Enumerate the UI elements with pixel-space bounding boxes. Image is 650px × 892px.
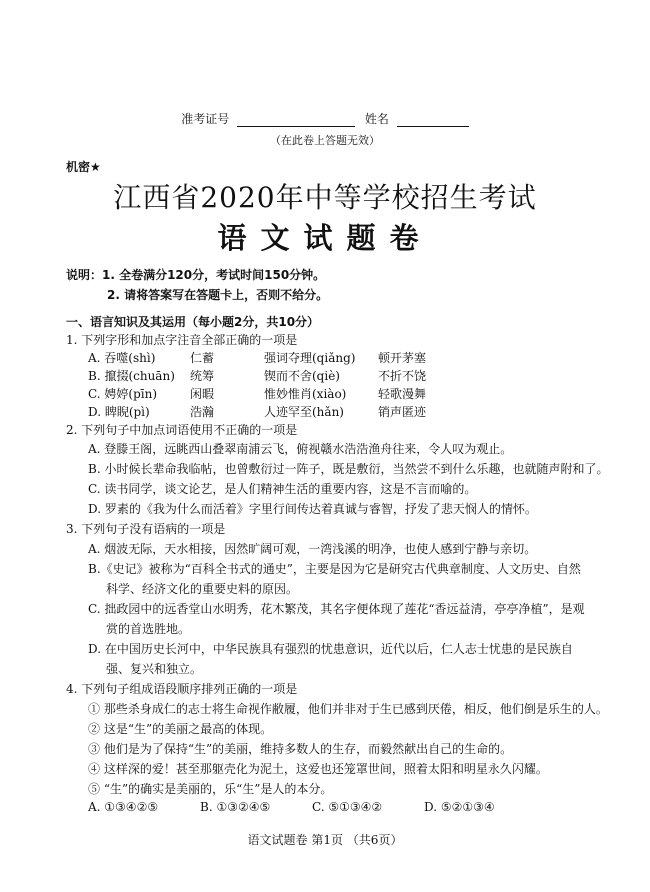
question-3-option-a: A. 烟波无际，天水相接，因然旷阔可观，一湾浅溪的明净，也使人感到宁静与亲切。	[88, 542, 537, 556]
option-row	[0, 403, 650, 421]
question-2-option-d: D. 罗素的《我为什么而活着》字里行间传达着真诚与睿智，抒发了悲天悯人的情怀。	[88, 502, 537, 516]
option-cell: B. 攛掇(chuān)	[88, 369, 175, 383]
option-cell: 不折不饶	[378, 369, 427, 383]
answer-invalid-note: （在此卷上答题无效）	[270, 134, 380, 147]
question-3-option-c-cont: 赏的首选胜地。	[106, 622, 191, 636]
question-4-sentence: ① 那些杀身成仁的志士将生命视作敝履，他们并非对于生已感到厌倦，相反，他们倒是乐生的人。	[88, 702, 608, 716]
candidate-info-line	[0, 110, 650, 127]
option-cell: 人迹罕至(hǎn)	[264, 405, 344, 419]
option-row	[0, 367, 650, 385]
question-3-option-b: B.《史记》被称为“百科全书式的通史”，主要是因为它是研究古代典章制度、人文历史、自然	[88, 562, 581, 576]
question-2-stem: 2. 下列句子中加点词语使用不正确的一项是	[66, 423, 298, 437]
name-blank	[397, 114, 469, 127]
instruction-line-2: 2. 请将答案写在答题卡上，否则不给分。	[107, 288, 329, 302]
option-cell: C. 娉婷(pīn)	[88, 387, 157, 401]
option-row	[0, 385, 650, 403]
question-2-option-a: A. 登滕王阁，远眺西山叠翠南浦云飞，俯视赣水浩浩渔舟往来，令人叹为观止。	[88, 442, 513, 456]
option-cell: 顿开茅塞	[378, 351, 427, 365]
question-3-option-d-cont: 强、复兴和独立。	[106, 662, 203, 676]
answer-option: D. ⑤②①③④	[424, 800, 495, 814]
question-3-option-c: C. 拙政园中的远香堂山水明秀，花木繁茂，其名字便体现了莲花“香远益清，亭亭净植”，是观	[88, 602, 585, 616]
instruction-line-1: 说明：1. 全卷满分120分，考试时间150分钟。	[66, 268, 326, 282]
exam-title: 江西省2020年中等学校招生考试	[113, 181, 537, 214]
answer-option: C. ⑤①③④②	[312, 800, 383, 814]
option-cell: 浩瀚	[190, 405, 215, 419]
name-label: 姓名	[364, 112, 389, 126]
paper-title: 语文试题卷	[217, 221, 433, 255]
option-cell: 统筹	[190, 369, 215, 383]
question-4-sentence: ② 这是“生”的美丽之最高的体现。	[88, 722, 273, 736]
option-cell: A. 吞噬(shì)	[88, 351, 156, 365]
question-1-stem: 1. 下列字形和加点字注音全部正确的一项是	[66, 333, 298, 347]
exam-id-label: 准考证号	[181, 112, 230, 126]
exam-id-blank	[237, 114, 355, 127]
question-4-stem: 4. 下列句子组成语段顺序排列正确的一项是	[66, 682, 298, 696]
option-cell: 销声匿迹	[378, 405, 427, 419]
question-3-option-d: D. 在中国历史长河中，中华民族具有强烈的忧患意识，近代以后，仁人志士忧患的是民族自	[88, 642, 573, 656]
option-cell: 闲暇	[190, 387, 215, 401]
section-heading: 一、语言知识及其运用（每小题2分，共10分）	[66, 315, 320, 329]
option-cell: 锲而不舍(qiè)	[264, 369, 340, 383]
option-cell: 轻歌漫舞	[378, 387, 427, 401]
question-4-sentence: ⑤ “生”的确实是美丽的，乐“生”是人的本分。	[88, 782, 333, 796]
question-3-stem: 3. 下列句子没有语病的一项是	[66, 522, 226, 536]
page-footer: 语文试题卷 第1页 （共6页）	[247, 833, 403, 847]
question-4-sentence: ④ 这样深的爱！甚至那躯壳化为泥土，这爱也还笼罩世间，照着太阳和明星永久闪耀。	[88, 762, 548, 776]
answer-option: A. ①③④②⑤	[88, 800, 159, 814]
option-cell: 强词夺理(qiǎng)	[264, 351, 356, 365]
option-cell: 仁蓄	[190, 351, 215, 365]
option-row	[0, 349, 650, 367]
secret-mark: 机密★	[66, 160, 101, 174]
question-2-option-b: B. 小时候长辈命我临帖，也曾敷衍过一阵子，既是敷衍，当然尝不到什么乐趣，也就随声附和了。	[88, 462, 609, 476]
option-cell: D. 睥睨(pì)	[88, 405, 150, 419]
question-3-option-b-cont: 科学、经济文化的重要史料的原因。	[106, 582, 299, 596]
option-cell: 惟妙惟肖(xiào)	[264, 387, 347, 401]
answer-option: B. ①③②④⑤	[200, 800, 271, 814]
question-4-answers	[0, 800, 650, 818]
question-2-option-c: C. 读书同学，谈文论艺，是人们精神生活的重要内容，这是不言而喻的。	[88, 482, 477, 496]
question-4-sentence: ③ 他们是为了保持“生”的美丽，维持多数人的生存，而毅然献出自己的生命的。	[88, 742, 513, 756]
